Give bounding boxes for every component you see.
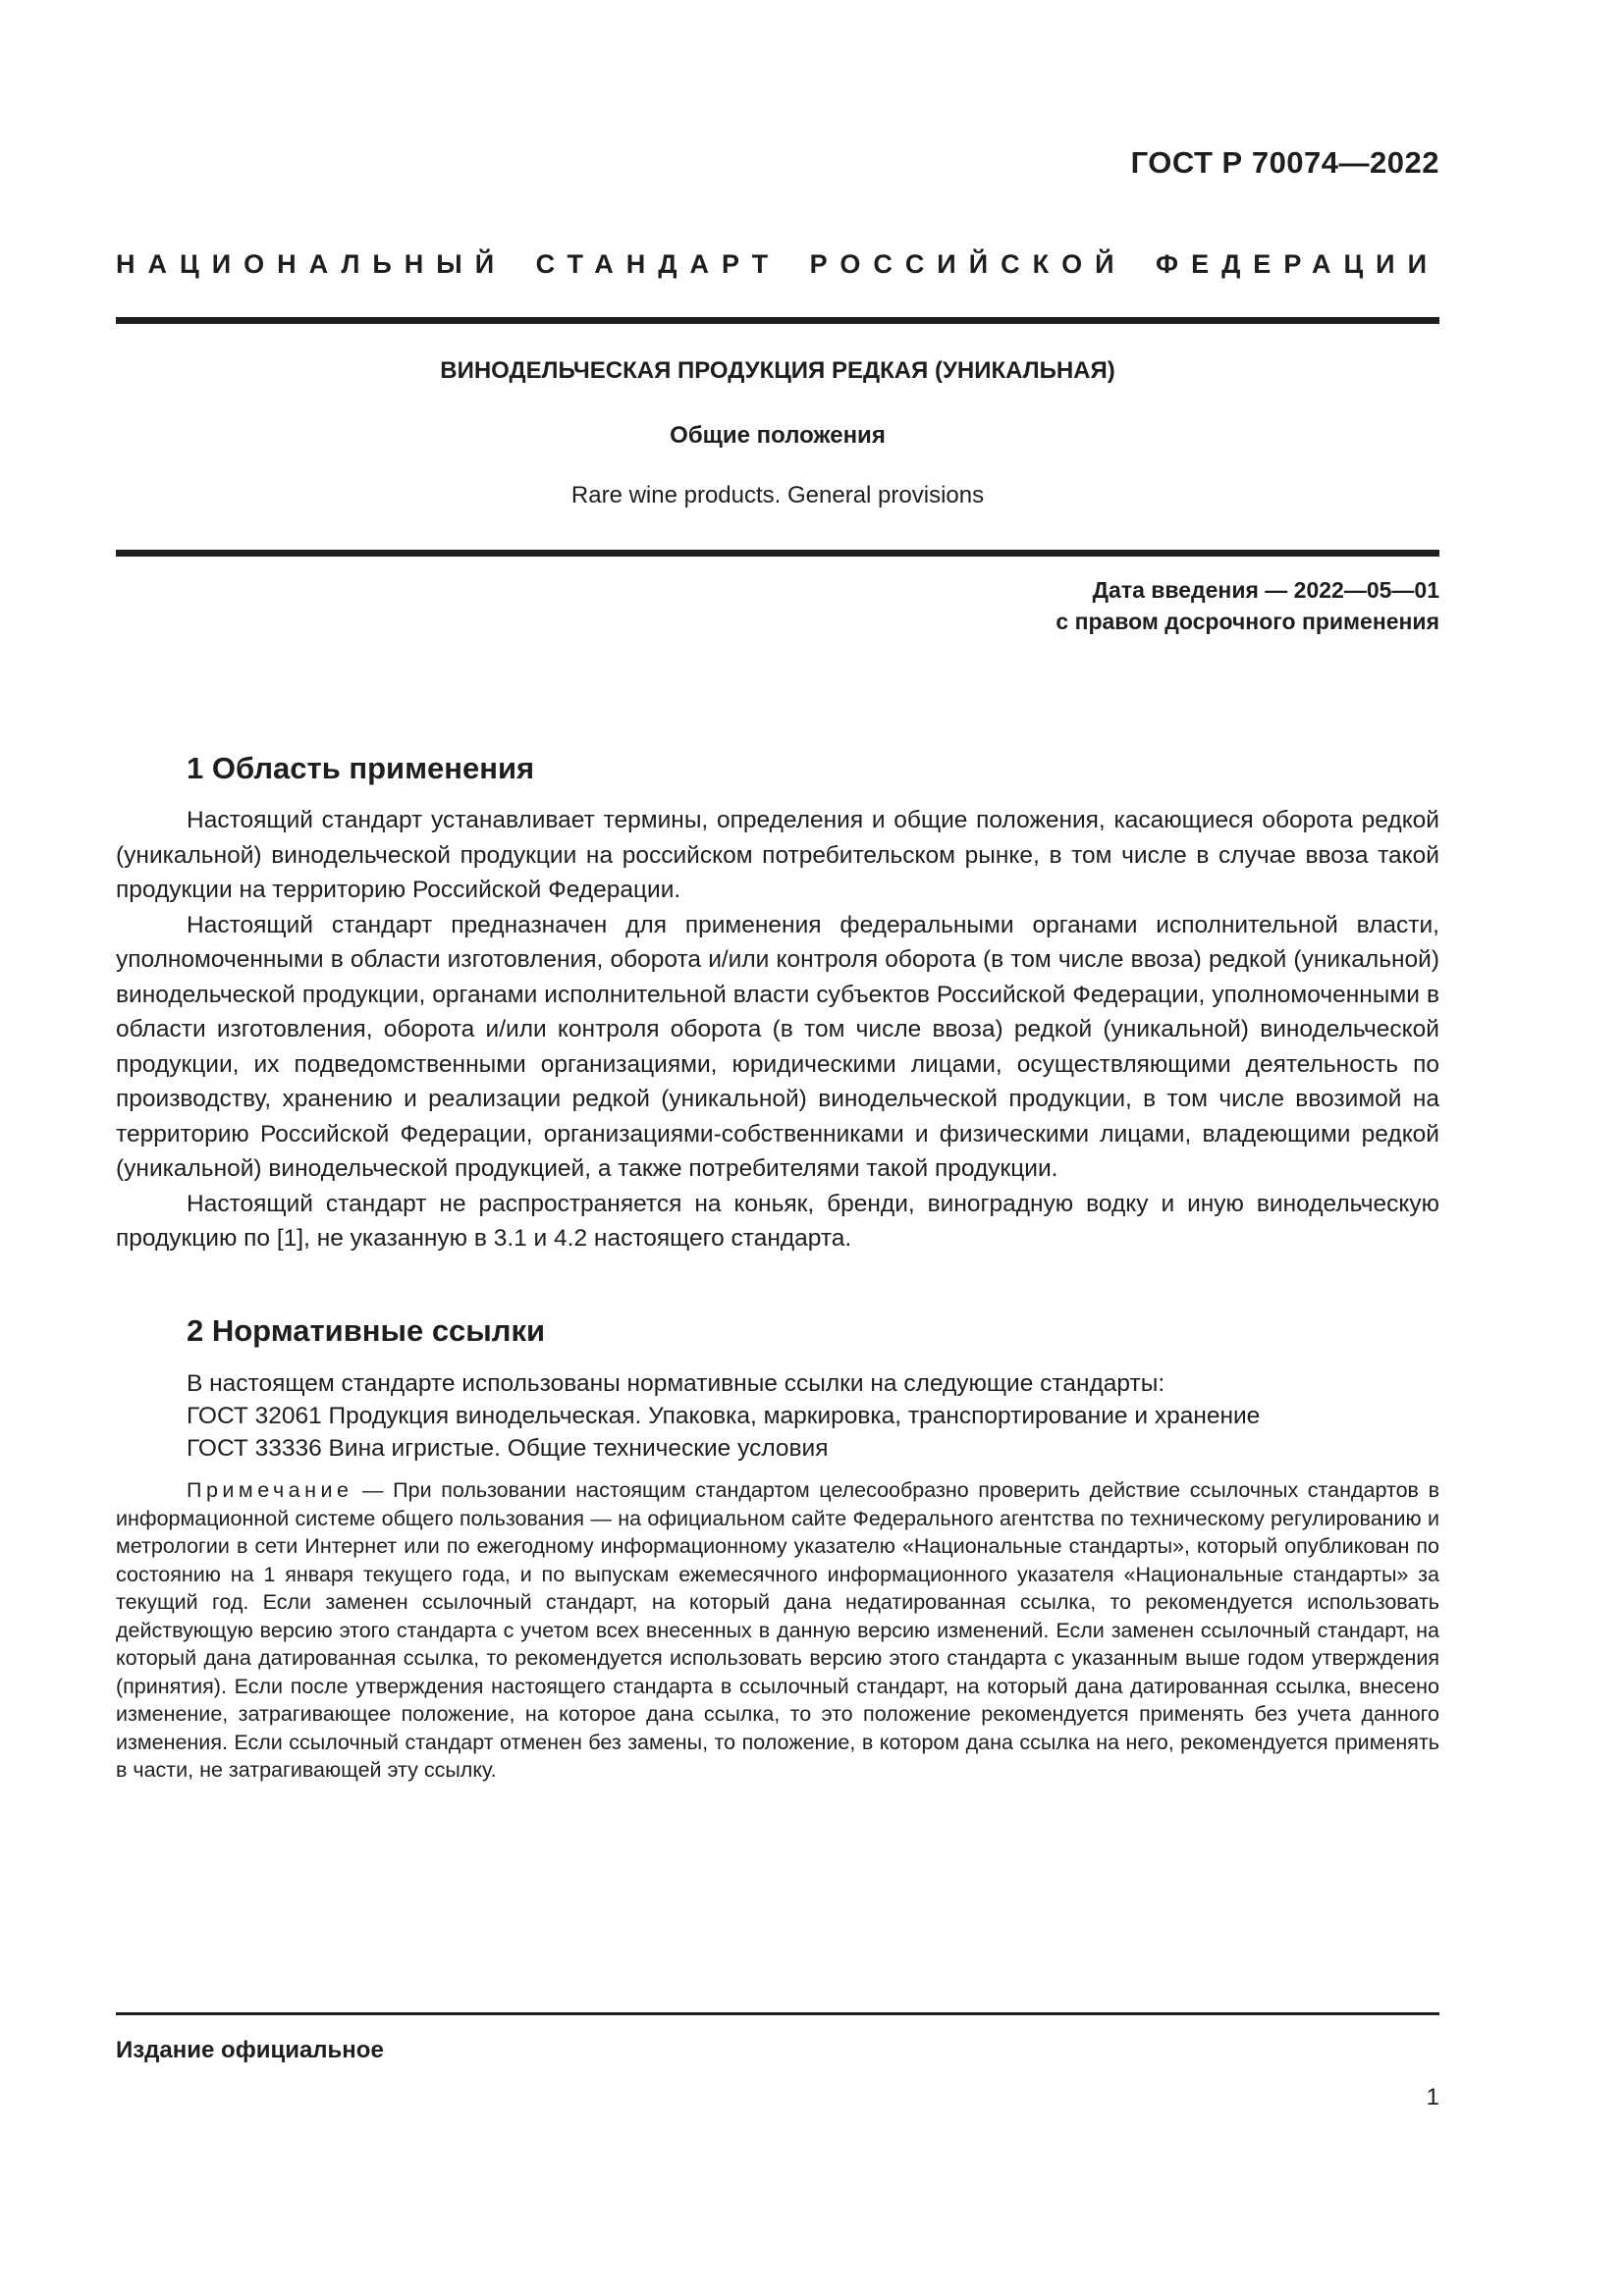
note-label: Примечание xyxy=(187,1478,353,1502)
early-application-note: с правом досрочного применения xyxy=(1056,609,1439,634)
section-scope xyxy=(116,751,1439,1256)
document-subtitle: Общие положения xyxy=(670,422,886,449)
section-1-heading: 1 Область применения xyxy=(187,751,535,785)
references-note xyxy=(116,1476,1439,1785)
page-number: 1 xyxy=(1426,2084,1439,2110)
footer-divider xyxy=(116,2012,1439,2015)
introduction-date-block xyxy=(1056,574,1439,637)
reference-item: ГОСТ 32061 Продукция винодельческая. Упаковка, маркировка, транспортирование и хранение xyxy=(187,1403,1261,1429)
national-standard-banner: НАЦИОНАЛЬНЫЙ СТАНДАРТ РОССИЙСКОЙ ФЕДЕРАЦИИ xyxy=(116,249,1439,279)
document-title: ВИНОДЕЛЬЧЕСКАЯ ПРОДУКЦИЯ РЕДКАЯ (УНИКАЛЬНАЯ) xyxy=(440,357,1115,384)
official-edition-label: Издание официальное xyxy=(116,2037,384,2063)
introduction-date: Дата введения — 2022—05—01 xyxy=(1092,577,1439,603)
section-1-paragraph: Настоящий стандарт не распространяется на коньяк, бренди, виноградную водку и иную винодельческую продукцию по [1], не указанную в 3.1 и 4.2 настоящего стандарта. xyxy=(116,1190,1439,1252)
section-1-paragraph: Настоящий стандарт устанавливает термины, определения и общие положения, касающиеся оборота редкой (уникальной) винодельческой продукции на российском потребительском рынке, в том числе в случае ввоза такой продукции на территорию Российской Федерации. xyxy=(116,807,1439,903)
document-code: ГОСТ Р 70074—2022 xyxy=(1130,145,1439,180)
references-intro: В настоящем стандарте использованы нормативные ссылки на следующие стандарты: xyxy=(187,1370,1165,1397)
section-2-heading: 2 Нормативные ссылки xyxy=(187,1313,546,1348)
note-text: — При пользовании настоящим стандартом целесообразно проверить действие ссылочных стандартов в информационной системе общего пользования — на официальном сайте Федерального агентства по техническому регулированию и метрологии в сети Интернет или по ежегодному информационному указателю «Национальные стандарты», который опубликован по состоянию на 1 января текущего года, и по выпускам ежемесячного информационного указателя «Национальные стандарты» за текущий год. Если заменен ссылочный стандарт, на который дана недатированная ссылка, то рекомендуется использовать действующую версию этого стандарта с учетом всех внесенных в данную версию изменений. Если заменен ссылочный стандарт, на который дана датированная ссылка, то рекомендуется использовать версию этого стандарта с указанным выше годом утверждения (принятия). Если после утверждения настоящего стандарта в ссылочный стандарт, на который дана датированная ссылка, внесено изменение, затрагивающее положение, на которое дана ссылка, то это положение рекомендуется применять без учета данного изменения. Если ссылочный стандарт отменен без замены, то положение, в котором дана ссылка на него, рекомендуется применять в части, не затрагивающей эту ссылку. xyxy=(116,1478,1439,1782)
section-normative-references xyxy=(116,1313,1439,1785)
title-divider xyxy=(116,550,1439,557)
top-divider xyxy=(116,317,1439,324)
reference-item: ГОСТ 33336 Вина игристые. Общие технические условия xyxy=(187,1435,829,1462)
section-1-paragraph: Настоящий стандарт предназначен для применения федеральными органами исполнительной власти, уполномоченными в области изготовления, оборота и/или контроля оборота (в том числе ввоза) редкой (уникальной) винодельческой продукции, органами исполнительной власти субъектов Российской Федерации, уполномоченными в области изготовления, оборота и/или контроля оборота (в том числе ввоза) редкой (уникальной) винодельческой продукции, их подведомственными организациями, юридическими лицами, осуществляющими деятельность по производству, хранению и реализации редкой (уникальной) винодельческой продукции, в том числе ввозимой на территорию Российской Федерации, организациями-собственниками и физическими лицами, владеющими редкой (уникальной) винодельческой продукцией, а также потребителями такой продукции. xyxy=(116,911,1439,1182)
english-title: Rare wine products. General provisions xyxy=(570,482,985,508)
